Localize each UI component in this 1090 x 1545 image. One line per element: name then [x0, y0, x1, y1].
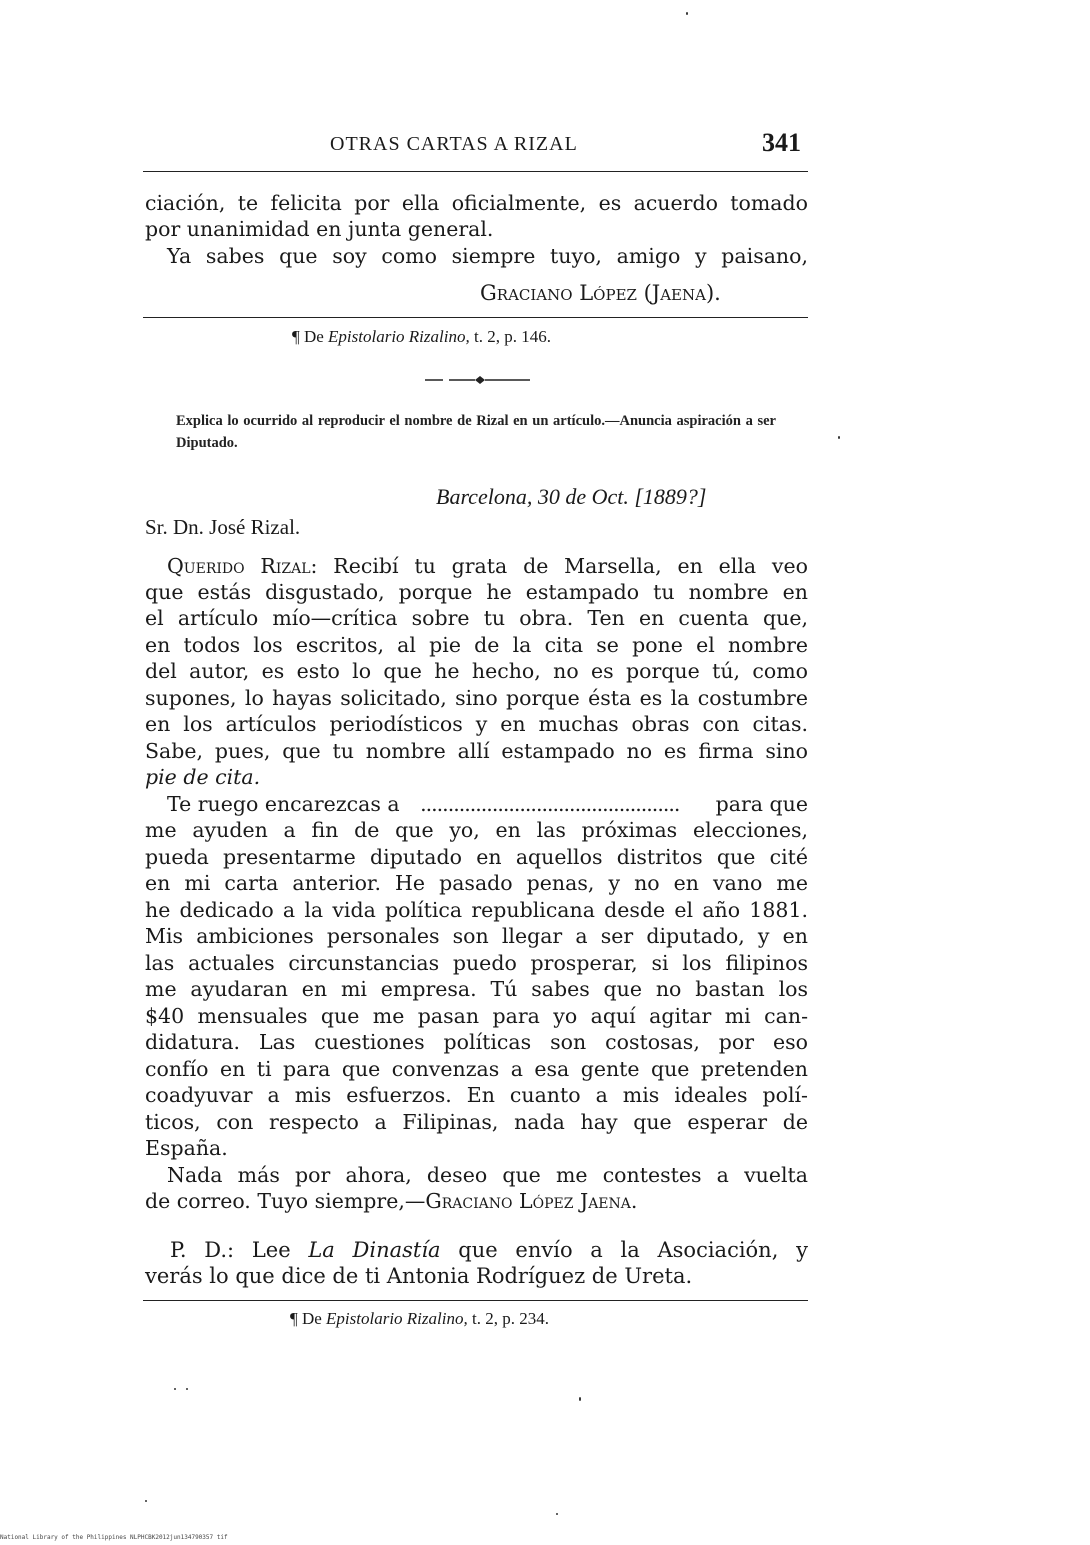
source-title: Epistolario Rizalino,	[326, 1309, 468, 1328]
letter2-p2-line-8: me ayudaran en mi empresa. Tú sabes que no bastan los	[145, 977, 808, 1001]
p3-signature: Graciano López Jaena.	[425, 1189, 638, 1213]
letter2-p1-line-8: Sabe, pues, que tu nombre allí estampado no es firma sino	[145, 739, 808, 763]
letter1-source-rule	[143, 317, 808, 318]
dateline-place: Barcelona, 30 de Oct.	[436, 484, 629, 509]
scan-speck	[186, 1388, 188, 1390]
letter2-p2-line-6: Mis ambiciones personales son llegar a ser diputado, y en	[145, 924, 808, 948]
letter1-signature: Graciano López (Jaena).	[480, 281, 721, 305]
p2-start: Te ruego encarezcas a	[167, 792, 400, 816]
letter2-p1-line-1	[167, 553, 808, 579]
p2-start-end: para que	[715, 792, 808, 816]
letter2-p2-line-3: pueda presentarme diputado en aquellos distritos que cité	[145, 845, 808, 869]
p2-blank: ...............................................	[420, 792, 680, 816]
letter2-p2-line-14: España.	[145, 1136, 228, 1160]
scan-speck	[145, 1500, 147, 1502]
letter2-ps-line-1	[170, 1237, 808, 1263]
letter2-p2-line-11: confío en ti para que convenzas a esa gente que pretenden	[145, 1057, 808, 1081]
p1-line-text: Recibí tu grata de Marsella, en ella veo	[333, 554, 808, 578]
letter1-source	[292, 327, 551, 347]
ps-label: P. D.: Lee	[170, 1238, 291, 1262]
source-title: Epistolario Rizalino,	[328, 327, 470, 346]
letter1-line-2: por unanimidad en junta general.	[145, 217, 494, 241]
ornament-divider	[425, 374, 530, 386]
letter2-p1-line-9: pie de cita.	[145, 765, 261, 789]
letter2-p1-line-2: que estás disgustado, porque he estampado tu nombre en	[145, 580, 808, 604]
letter2-p2-line-4: en mi carta anterior. He pasado penas, y no en vano me	[145, 871, 808, 895]
scan-speck	[579, 1397, 581, 1401]
ps-rest: que envío a la Asociación, y	[458, 1238, 808, 1262]
letter2-addressee: Sr. Dn. José Rizal.	[145, 515, 301, 539]
letter2-source-rule	[143, 1300, 808, 1301]
letter2-p2-line-12: coadyuvar a mis esfuerzos. En cuanto a mis ideales polí-	[145, 1083, 808, 1107]
letter1-line-3: Ya sabes que soy como siempre tuyo, amigo y paisano,	[167, 244, 808, 268]
letter2-p1-line-3: el artículo mío—crítica sobre tu obra. Ten en cuenta que,	[145, 606, 808, 630]
letter2-p1-line-4: en todos los escritos, al pie de la cita se pone el nombre	[145, 633, 808, 657]
source-ref: t. 2, p. 146.	[473, 327, 551, 346]
letter2-p2-line-9: $40 mensuales que me pasan para yo aquí agitar mi can-	[145, 1004, 808, 1028]
letter2-source	[290, 1309, 549, 1329]
letter2-p1-line-5: del autor, es esto lo que he hecho, no es porque tú, como	[145, 659, 808, 683]
letter1-line-1: ciación, te felicita por ella oficialmente, es acuerdo tomado	[145, 191, 808, 215]
dateline-year: [1889?]	[634, 484, 707, 509]
letter2-p1-line-6: supones, lo hayas solicitado, sino porque ésta es la costumbre	[145, 686, 808, 710]
salutation: Querido Rizal:	[167, 554, 318, 578]
scan-speck	[686, 12, 688, 15]
source-ref: t. 2, p. 234.	[471, 1309, 549, 1328]
letter2-p2-line-5: he dedicado a la vida política republicana desde el año 1881.	[145, 898, 808, 922]
scan-speck	[556, 1513, 558, 1515]
scan-speck	[174, 1388, 176, 1390]
page-number: 341	[762, 128, 801, 157]
letter2-p2-line-13: ticos, con respecto a Filipinas, nada hay que esperar de	[145, 1110, 808, 1134]
scan-footer-text: National Library of the Philippines NLPHCBK2012jun134790357 tif	[0, 1534, 228, 1541]
running-header-title: OTRAS CARTAS A RIZAL	[330, 133, 578, 155]
letter2-p2-line-2: me ayuden a fin de que yo, en las próximas elecciones,	[145, 818, 808, 842]
scan-speck	[838, 436, 840, 439]
p3-closing: de correo. Tuyo siempre,—	[145, 1189, 426, 1213]
letter2-p3-line-1: Nada más por ahora, deseo que me contestes a vuelta	[167, 1163, 808, 1187]
source-mark: ¶ De	[292, 327, 324, 346]
letter2-p2-line-7: las actuales circunstancias puedo prosperar, si los filipinos	[145, 951, 808, 975]
letter2-dateline	[436, 484, 706, 510]
letter2-p1-line-7: en los artículos periodísticos y en muchas obras con citas.	[145, 712, 808, 736]
letter2-p2-line-10: didatura. Las cuestiones políticas son costosas, por eso	[145, 1030, 808, 1054]
letter2-summary: Explica lo ocurrido al reproducir el nombre de Rizal en un artículo.—Anuncia aspiración a ser Diputado.	[176, 413, 776, 451]
letter2-ps-line-2: verás lo que dice de ti Antonia Rodríguez de Ureta.	[145, 1264, 693, 1288]
header-rule	[143, 171, 808, 172]
letter2-p2-line-1	[167, 791, 808, 817]
source-mark: ¶ De	[290, 1309, 322, 1328]
letter2-p3-line-2	[145, 1188, 808, 1214]
ps-title: La Dinastía	[308, 1238, 441, 1262]
